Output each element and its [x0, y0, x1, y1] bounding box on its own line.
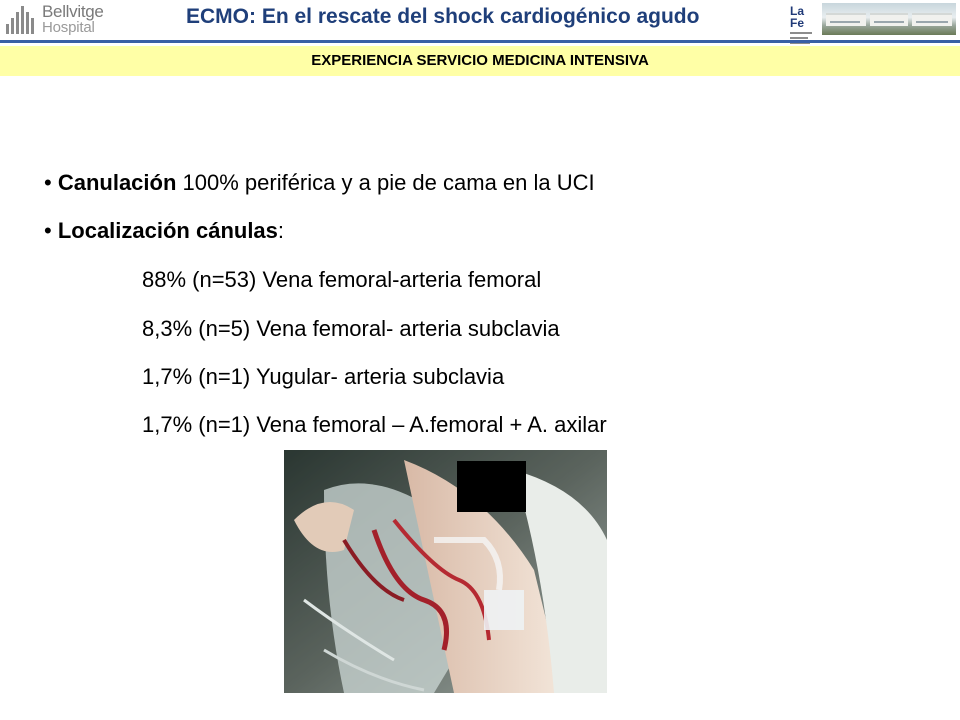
section-banner: EXPERIENCIA SERVICIO MEDICINA INTENSIVA	[0, 46, 960, 76]
list-item: 1,7% (n=1) Yugular- arteria subclavia	[142, 364, 505, 389]
lafe-logo	[790, 5, 818, 37]
bullet-localizacion	[44, 218, 284, 244]
list-item: 88% (n=53) Vena femoral-arteria femoral	[142, 267, 542, 292]
slide-header	[0, 0, 960, 40]
list-item: 8,3% (n=5) Vena femoral- arteria subclavia	[142, 316, 560, 341]
bullet-canulacion-bold: Canulación	[57, 170, 177, 195]
logo-name-line2: Hospital	[42, 19, 95, 36]
bullet-dot: •	[44, 170, 58, 195]
privacy-redaction-box	[457, 461, 526, 512]
bullet-canulacion-text: 100% periférica y a pie de cama en la UCI	[176, 170, 595, 195]
bullet-localizacion-bold: Localización cánulas	[57, 218, 278, 243]
page-title: ECMO: En el rescate del shock cardiogénico agudo	[186, 5, 700, 28]
logo-name-line1: Bellvitge	[42, 2, 104, 21]
header-divider	[0, 40, 960, 43]
lafe-logo-text: La Fe	[790, 4, 805, 30]
bullet-localizacion-text: :	[277, 218, 285, 243]
hospital-building-image	[822, 3, 956, 35]
clinical-photo	[284, 450, 607, 693]
bullet-canulacion	[44, 170, 595, 196]
logo-bars-icon	[6, 6, 40, 34]
list-item: 1,7% (n=1) Vena femoral – A.femoral + A. axilar	[142, 412, 607, 437]
bullet-dot: •	[44, 218, 58, 243]
bellvitge-logo	[6, 2, 126, 36]
